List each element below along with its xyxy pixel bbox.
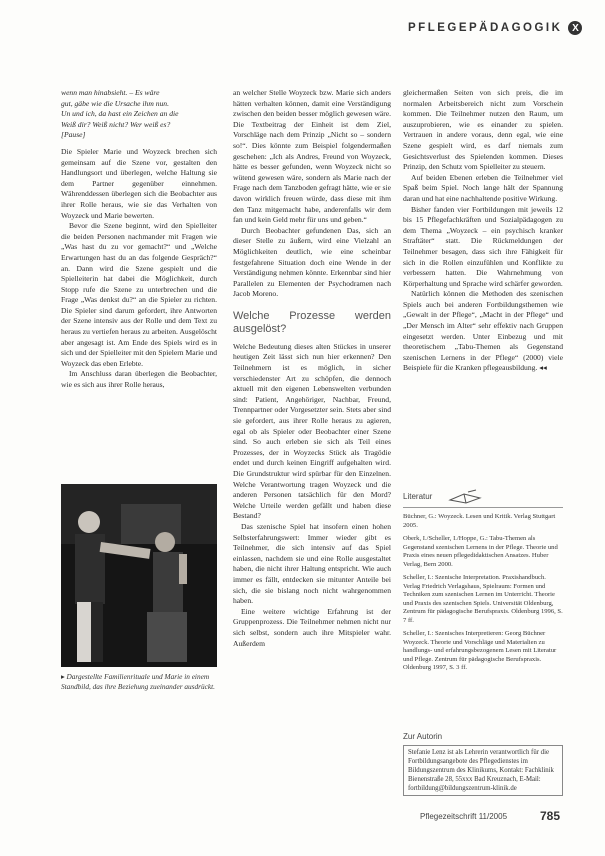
caption-lead: Dargestellte Familienrituale (66, 672, 150, 681)
literature-entry: Scheller, I.: Szenische Interpretation. Praxishandbuch. Verlag Friedrich Verlagshaus, Spielraum: Formen und Techniken zum szenischen Lernen im Unterricht. Theorie und Praxis des szenischen Spiels. Universität Oldenburg, Zentrum für pädagogische Berufspraxis. Oldenburg 1996, S. 7 ff. (403, 574, 563, 624)
section-badge: X (568, 21, 582, 35)
author-box: Stefanie Lenz ist als Lehrerin verantwortlich für die Fortbildungsangebote des Pflegedienstes im Bildungszentrum des Klinikums, Kontakt: Fachklinik Bienenstraße 28, 55xxx Bad Kreuznach, E-Mail: fortbildung@bildungszentrum-klinik.de (403, 745, 563, 796)
section-heading: Welche Prozesse werden ausgelöst? (233, 309, 391, 335)
quote-line: Weiß dir? Weiß nicht? Wer weiß es? (61, 119, 171, 129)
quote-line: [Pause] (61, 130, 86, 140)
paragraph: Auf beiden Ebenen erleben die Teilnehmer viel Spaß beim Spiel. Noch lange hält der Spannung daran und hat eine nachhaltende positive Wirkung. (403, 172, 563, 203)
literature-entry: Oberk, I./Scheller, I./Hoppe, G.: Tabu-Themen als Gegenstand szenischen Lernens in der Pflege. Theorie und Praxis eines neuen pflegedidaktischen Ansatzes. Huber Verlag, Bern 2000. (403, 535, 558, 568)
section-title: PFLEGEPÄDAGOGIK (408, 22, 563, 34)
author-section (403, 732, 563, 796)
literature-heading-label: Literatur (403, 491, 433, 501)
column-3 (403, 88, 563, 374)
paragraph: Das szenische Spiel hat insofern einen hohen Selbsterfahrungswert: Immer wieder gibt es Teilnehmer, die sich intensiv auf das Spiel einlassen, nachdem sie und eine Rolle ausgestaltet haben, die nicht ihrer Haltung entspricht. Wie auch immer es fällt, entdecken sie mitunter Anteile bei sich, die sie bislang noch nicht wahrgenommen haben. (233, 521, 391, 606)
paragraph: an welcher Stelle Woyzeck bzw. Marie sich anders hätten verhalten können, damit eine Verständigung zwischen den beiden besser möglich gewesen wäre. Die Textbeitrag der Einheit ist dem Ziel, Vorschläge nach dem Prinzip „Nicht so – sondern so!“. Dies könnte zum Beispiel folgendermaßen geschehen: „Ich als Andres, Freund von Woyzeck, hätte es besser gefunden, wenn Woyzeck nicht so wütend gewesen wäre, sondern als Marie nach der Frage nach dem Tanzboden gefragt hätte, wie er sie davon wirklich freuen würde, dass diese mit ihm den Tanz mitgemacht habe, anderenfalls wir dem fan und kein Geld mehr für uns und geben.“ (233, 88, 391, 225)
author-heading: Zur Autorin (403, 732, 443, 741)
column-1 (61, 88, 217, 391)
paragraph: Durch Beobachter gefundenen Das, sich an dieser Stelle zu äußern, wird eine Vielzahl an Möglichkeiten deutlich, wie eine scheinbar festgefahrene Situation doch eine Wende in der Verständigung nehmen könnte. Erkennbar sind hier Parallelen zu Elementen der Psychodramen nach Jacob Moreno. (233, 225, 391, 299)
paragraph: Eine weitere wichtige Erfahrung ist der Gruppenprozess. Die Teilnehmer nehmen nicht nur sich selbst, sondern auch ihre Mitspieler wahr. Außerdem (233, 606, 391, 648)
literature-section (403, 488, 563, 678)
journal-footer: Pflegezeitschrift 11/2005 (420, 812, 508, 821)
paragraph: Natürlich können die Methoden des szenischen Spiels auch bei anderen Fortbildungsthemen wie „Gewalt in der Pflege“, „Macht in der Pflege“ und „Der Mensch im Alter“ sehr effektiv nach Gruppen eingesetzt werden. Unter Einbezug und mit theoretischem „Tabu-Themen als Gegenstand szenischen Lernens in der Pflege“ (2000) viele Beispiele für die Kranken pflegeausbildung. ◂◂ (403, 289, 563, 373)
paragraph: Welche Bedeutung dieses alten Stückes in unserer heutigen Zeit lässt sich nun hier erkennen? Den Teilnehmern ist es möglich, in sicher verschiedenster Art zu schöpfen, die dennoch aktuell mit den eigenen Lebenswelten verbunden sind: Patient, Angehöriger, Nachbar, Freund, Trennpartner oder Vorgesetzter sein. Stets aber sind sie gefordert, aus ihrer Rolle heraus zu agieren, egal ob als Spieler oder Beobachter einer Szene sind. So auch erleben sie sich als Teil eines Prozesses, der in Woyzecks Stück als Tragödie endet und durch keinen Eingriff aufgehalten wird. Die Grundstruktur wird spürbar für den Einzelnen. Welche Verantwortung tragen Woyzeck und die anderen Personen tatsächlich für den Mord? Welche Urteile werden gefällt und haben diese Bestand? (233, 341, 391, 521)
literature-entry: Büchner, G.: Woyzeck. Lesen und Kritik. Verlag Stuttgart 2005. (403, 513, 556, 529)
running-header (408, 18, 603, 38)
photo-caption: ▸ Dargestellte Familienrituale und Marie in einem Standbild, das ihre Beziehung zueinander ausdrückt. (61, 672, 215, 691)
divider (403, 507, 563, 508)
caption-text: und Marie in einem Standbild, das ihre Beziehung zueinander ausdrückt. (61, 672, 215, 691)
literature-heading (403, 488, 563, 504)
column-2 (233, 88, 391, 649)
scene-photo (61, 484, 217, 667)
quote-line: wenn man hinabsieht. – Es wäre (61, 88, 160, 97)
book-icon (446, 488, 486, 504)
scene-photo-image (61, 484, 217, 667)
paragraph: Bisher fanden vier Fortbildungen mit jeweils 12 bis 15 Pflegefachkräften und Sozialpädagogen zu dem Thema „Woyzeck – ein psychisch kranker Straftäter“ statt. Die Rückmeldungen der Teilnehmer besagen, dass sich ihre Fähigkeit für sich in die Rollen einzufühlen und Konflikte zu verbessern hatten. Die Wahrnehmung von Körperhaltung und Sprache wird schärfer geworden. (403, 204, 563, 288)
quote-line: Un und ich, da hast ein Zeichen an die (61, 109, 179, 119)
paragraph: Bevor die Szene beginnt, wird den Spielleiter die beiden Personen nachmander mit Fragen wie „Was hast du zu vor gemacht?“ und „Welche Erwartungen hast du an das folgende Gespräch?“ an. Dann wird die Szene gespielt und die Spielleiterin hat dabei die Möglichkeit, durch Stopp rufe die Szene zu unterbrechen und die Frage „Was denkst du?“ an die Spieler zu richten. Die Spieler sind darum gefordert, ihre Antworten der Szene intensiv aus der Rolle und dem Text zu heraus zu vertiefen heraus zu arbeiten. Ausgelöscht aber angesagt ist. Am Ende des Spiels wird es in sich und der Spielleiter mit den Spielern Marie und Woyzeck das eben Erlebte. (61, 221, 217, 368)
paragraph: Im Anschluss daran überlegen die Beobachter, wie es sich aus ihrer Rolle heraus, (61, 369, 217, 390)
quote-line: gut, gäbe wie die Ursache ihm nun. (61, 98, 169, 108)
page-number: 785 (540, 809, 561, 823)
literature-entry: Scheller, I.: Szenisches Interpretieren: Georg Büchner Woyzeck. Theorie und Vorschläge und Materialien zu handlungs- und erfahrungsbezogenem Lesen mit Literatur und Pflege. Zentrum für pädagogische Berufspraxis. Oldenburg 1997, S. 3 ff. (403, 630, 557, 671)
paragraph: Die Spieler Marie und Woyzeck brechen sich gemeinsam auf die Szene vor, gestalten den Handlungsort und überlegen, welche Haltung sie dem Partner gegenüber einnehmen. Währenddessen überlegen sich die Beobachter aus ihrer Rolle heraus, wie sie das Verhalten von Woyzeck und Marie bewerten. (61, 146, 217, 220)
paragraph: gleichermaßen Seiten von sich preis, die im normalen Arbeitsbereich nicht zum Vorschein kommen. Die Teilnehmer nutzen den Raum, um auszuprobieren, wie es einander zu spielen. Vertrauen in andere voraus, denn egal, wie eine Szene gespielt wird, es darf niemals zum Gesichtsverlust des Spielenden kommen. Dieses Prinzip, den Schutz vom Spielleiter zu steuern. (403, 88, 563, 172)
